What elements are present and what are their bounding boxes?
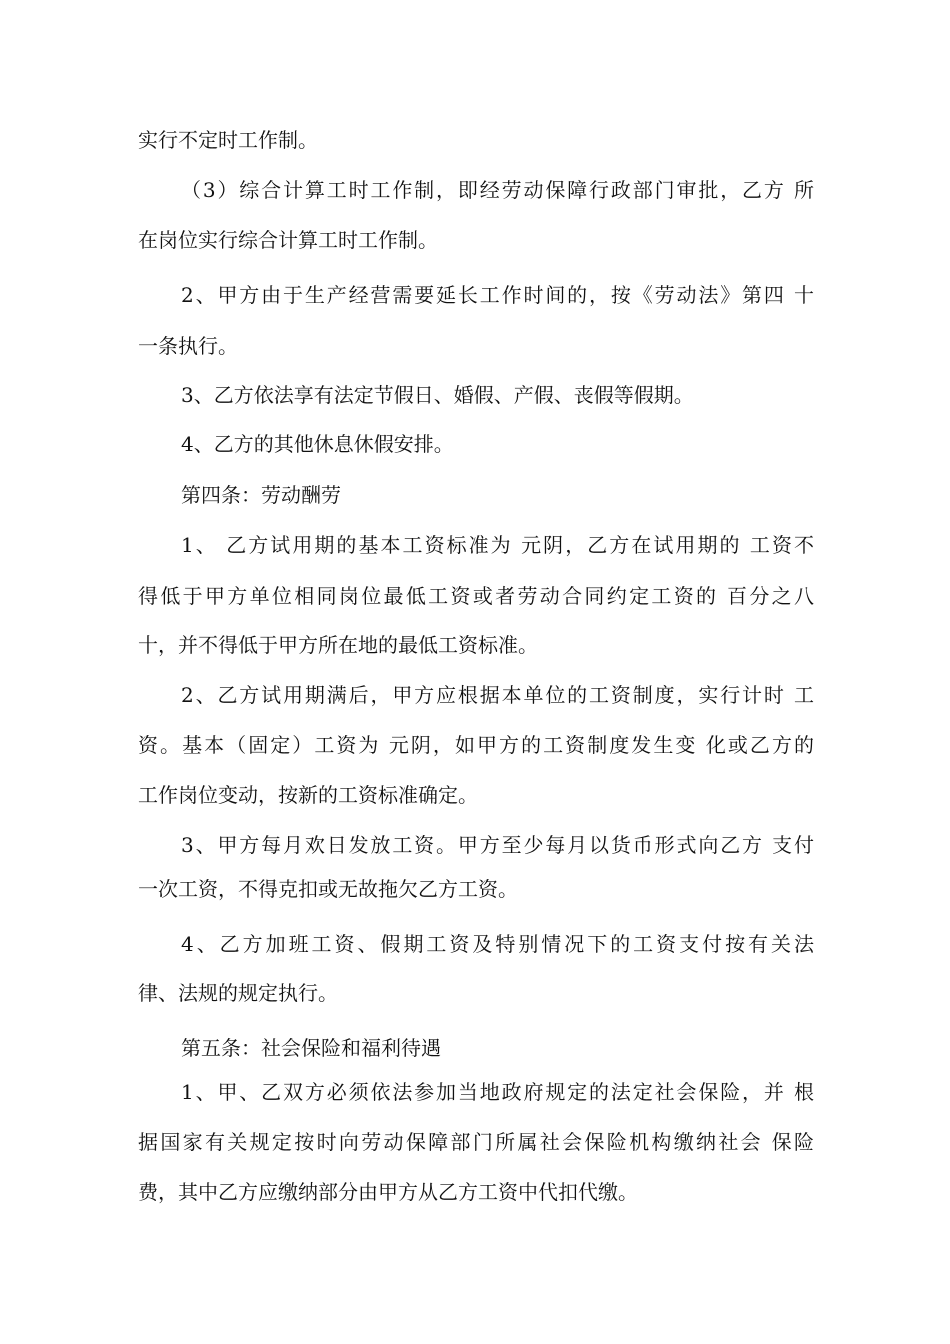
text-line: 十，并不得低于甲方所在地的最低工资标准。: [138, 633, 538, 657]
text-line: 据国家有关规定按时向劳动保障部门所属社会保险机构缴纳社会 保险: [138, 1130, 814, 1154]
text-line: 2、乙方试用期满后，甲方应根据本单位的工资制度，实行计时 工: [181, 683, 814, 707]
text-line: 实行不定时工作制。: [138, 128, 318, 152]
text-line: 1、 乙方试用期的基本工资标准为 元阴，乙方在试用期的 工资不: [181, 533, 814, 557]
text-line: 工作岗位变动，按新的工资标准确定。: [138, 783, 478, 807]
text-line: 资。基本（固定）工资为 元阴，如甲方的工资制度发生变 化或乙方的: [138, 733, 814, 757]
text-line: 3、乙方依法享有法定节假日、婚假、产假、丧假等假期。: [181, 383, 694, 407]
text-line: 2、甲方由于生产经营需要延长工作时间的，按《劳动法》第四 十: [181, 283, 814, 307]
text-line: 4、乙方的其他休息休假安排。: [181, 432, 454, 456]
section-heading: 第五条：社会保险和福利待遇: [181, 1036, 441, 1060]
text-line: 得低于甲方单位相同岗位最低工资或者劳动合同约定工资的 百分之八: [138, 584, 814, 608]
text-line: 3、甲方每月欢日发放工资。甲方至少每月以货币形式向乙方 支付: [181, 833, 814, 857]
text-line: 4、乙方加班工资、假期工资及特别情况下的工资支付按有关法: [181, 932, 814, 956]
text-line: 一条执行。: [138, 334, 238, 358]
text-line: 一次工资，不得克扣或无故拖欠乙方工资。: [138, 877, 518, 901]
text-line: 在岗位实行综合计算工时工作制。: [138, 228, 438, 252]
section-heading: 第四条：劳动酬劳: [181, 483, 341, 507]
text-line: 1、甲、乙双方必须依法参加当地政府规定的法定社会保险，并 根: [181, 1080, 814, 1104]
text-line: 律、法规的规定执行。: [138, 981, 338, 1005]
text-line: （3）综合计算工时工作制，即经劳动保障行政部门审批，乙方 所: [181, 178, 814, 202]
text-line: 费，其中乙方应缴纳部分由甲方从乙方工资中代扣代缴。: [138, 1180, 638, 1204]
